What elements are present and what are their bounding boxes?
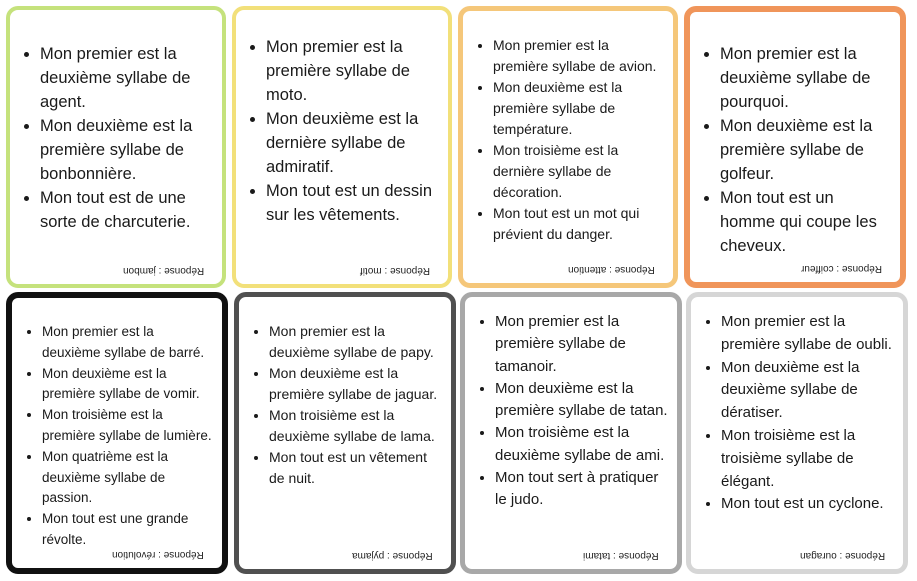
answer-text-upside-down: Réponse : ouragan	[799, 550, 885, 561]
clue-item: • Mon deuxième est la deuxième syllabe de dératiser.	[721, 357, 895, 425]
clue-item: • Mon premier est la première syllabe de oubli.	[721, 311, 895, 357]
clue-item: • Mon premier est la deuxième syllabe de papy.	[269, 321, 443, 363]
clue-item: • Mon deuxième est la première syllabe de température.	[493, 77, 665, 140]
clue-item: • Mon deuxième est la première syllabe de bonbonnière.	[40, 114, 214, 186]
answer-text-upside-down: Réponse : tatami	[583, 550, 659, 561]
clue-item: • Mon tout est un cyclone.	[721, 493, 895, 516]
clue-item: • Mon premier est la première syllabe de tamanoir.	[495, 311, 669, 378]
answer-text-upside-down: Réponse : attention	[568, 264, 655, 275]
answer-text-upside-down: Réponse : pyjama	[352, 550, 433, 561]
answer-text-upside-down: Réponse : jambon	[122, 265, 204, 276]
riddle-clue-list	[10, 42, 222, 234]
riddle-clue-list	[463, 35, 673, 245]
clue-item: • Mon premier est la deuxième syllabe de agent.	[40, 42, 214, 114]
answer-text-upside-down: Réponse : coiffeur	[801, 263, 882, 274]
clue-item: • Mon premier est la deuxième syllabe de barré.	[42, 322, 214, 364]
clue-item: • Mon troisième est la deuxième syllabe de ami.	[495, 422, 669, 467]
clue-item: • Mon deuxième est la première syllabe de vomir.	[42, 364, 214, 406]
clue-item: • Mon tout sert à pratiquer le judo.	[495, 467, 669, 512]
clue-item: • Mon deuxième est la première syllabe de tatan.	[495, 378, 669, 423]
clue-item: • Mon troisième est la dernière syllabe de décoration.	[493, 140, 665, 203]
riddle-card-3	[458, 6, 678, 288]
clue-item: • Mon tout est de une sorte de charcuterie.	[40, 186, 214, 234]
riddle-clue-list	[12, 322, 222, 551]
clue-item: • Mon troisième est la troisième syllabe de élégant.	[721, 425, 895, 493]
riddle-card-1	[6, 6, 226, 288]
answer-text-upside-down: Réponse : révolution	[112, 549, 204, 560]
riddle-card-2	[232, 6, 452, 288]
riddle-clue-list	[691, 311, 903, 516]
riddle-card-6	[234, 292, 456, 574]
riddle-card-8	[686, 292, 908, 574]
clue-item: • Mon tout est un homme qui coupe les cheveux.	[720, 186, 892, 258]
riddle-card-7	[460, 292, 682, 574]
riddle-clue-list	[465, 311, 677, 512]
clue-item: • Mon tout est un mot qui prévient du danger.	[493, 203, 665, 245]
riddle-clue-list	[690, 42, 900, 258]
riddle-card-5	[6, 292, 228, 574]
clue-item: • Mon premier est la première syllabe de avion.	[493, 35, 665, 77]
riddle-clue-list	[236, 35, 448, 227]
answer-text-upside-down: Réponse : motif	[359, 265, 430, 276]
clue-item: • Mon deuxième est la première syllabe de jaguar.	[269, 363, 443, 405]
clue-item: • Mon troisième est la deuxième syllabe de lama.	[269, 405, 443, 447]
clue-item: • Mon tout est une grande révolte.	[42, 509, 214, 551]
clue-item: • Mon premier est la deuxième syllabe de pourquoi.	[720, 42, 892, 114]
clue-item: • Mon premier est la première syllabe de moto.	[266, 35, 440, 107]
clue-item: • Mon deuxième est la première syllabe de golfeur.	[720, 114, 892, 186]
riddle-clue-list	[239, 321, 451, 489]
riddle-card-4	[684, 6, 906, 288]
clue-item: • Mon quatrième est la deuxième syllabe de passion.	[42, 447, 214, 509]
clue-item: • Mon tout est un vêtement de nuit.	[269, 447, 443, 489]
clue-item: • Mon troisième est la première syllabe de lumière.	[42, 405, 214, 447]
clue-item: • Mon deuxième est la dernière syllabe de admiratif.	[266, 107, 440, 179]
clue-item: • Mon tout est un dessin sur les vêtements.	[266, 179, 440, 227]
